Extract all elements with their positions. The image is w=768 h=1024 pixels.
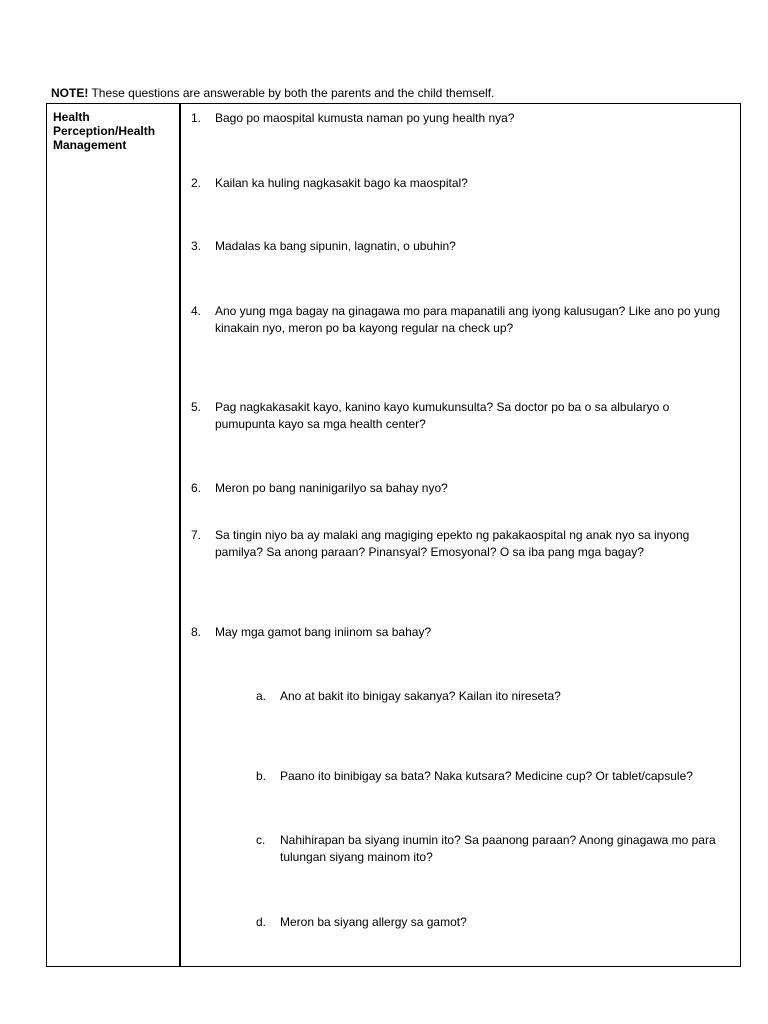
question-item [191, 480, 731, 497]
sub-question-letter: b. [256, 769, 267, 783]
question-item [191, 399, 731, 433]
question-text: Bago po maospital kumusta naman po yung health nya? [215, 111, 515, 125]
sub-question-letter: c. [256, 833, 266, 847]
question-item [191, 175, 731, 192]
question-number: 6. [191, 481, 202, 495]
sub-question-item [256, 688, 736, 705]
question-text: Madalas ka bang sipunin, lagnatin, o ubuhin? [215, 239, 456, 253]
sub-question-text: Nahihirapan ba siyang inumin ito? Sa paanong paraan? Anong ginagawa mo para tulungan siyang mainom ito? [280, 833, 716, 864]
sub-question-item [256, 914, 736, 931]
question-number: 2. [191, 176, 202, 190]
note-text: These questions are answerable by both the parents and the child themself. [88, 86, 495, 100]
question-item [191, 110, 731, 127]
question-item [191, 527, 731, 561]
question-number: 5. [191, 400, 202, 414]
assessment-table [46, 103, 741, 967]
question-text: Meron po bang naninigarilyo sa bahay nyo? [215, 481, 448, 495]
category-label: Health Perception/Health Management [53, 110, 156, 152]
question-item [191, 303, 731, 337]
question-number: 4. [191, 304, 202, 318]
question-text: Kailan ka huling nagkasakit bago ka maospital? [215, 176, 468, 190]
sub-question-item [256, 768, 736, 785]
question-text: Sa tingin niyo ba ay malaki ang magiging epekto ng pakakaospital ng anak nyo sa inyong pamilya? Sa anong paraan? Pinansyal? Emosyonal? O sa iba pang mga bagay? [215, 528, 690, 559]
question-number: 8. [191, 625, 202, 639]
sub-question-item [256, 832, 736, 866]
question-number: 1. [191, 111, 202, 125]
question-number: 3. [191, 239, 202, 253]
sub-question-letter: a. [256, 689, 267, 703]
question-item [191, 624, 731, 641]
question-text: Pag nagkakasakit kayo, kanino kayo kumukunsulta? Sa doctor po ba o sa albularyo o pumupunta kayo sa mga health center? [215, 400, 670, 431]
sub-question-text: Ano at bakit ito binigay sakanya? Kailan ito nireseta? [280, 689, 561, 703]
sub-question-letter: d. [256, 915, 267, 929]
column-divider [179, 104, 181, 966]
question-item [191, 238, 731, 255]
note-label: NOTE! [51, 86, 89, 100]
note-line [51, 86, 494, 101]
question-text: Ano yung mga bagay na ginagawa mo para mapanatili ang iyong kalusugan? Like ano po yung kinakain nyo, meron po ba kayong regular na check up? [215, 304, 721, 335]
question-text: May mga gamot bang iniinom sa bahay? [215, 625, 432, 639]
question-number: 7. [191, 528, 202, 542]
sub-question-text: Paano ito binibigay sa bata? Naka kutsara? Medicine cup? Or tablet/capsule? [280, 769, 693, 783]
sub-question-text: Meron ba siyang allergy sa gamot? [280, 915, 467, 929]
